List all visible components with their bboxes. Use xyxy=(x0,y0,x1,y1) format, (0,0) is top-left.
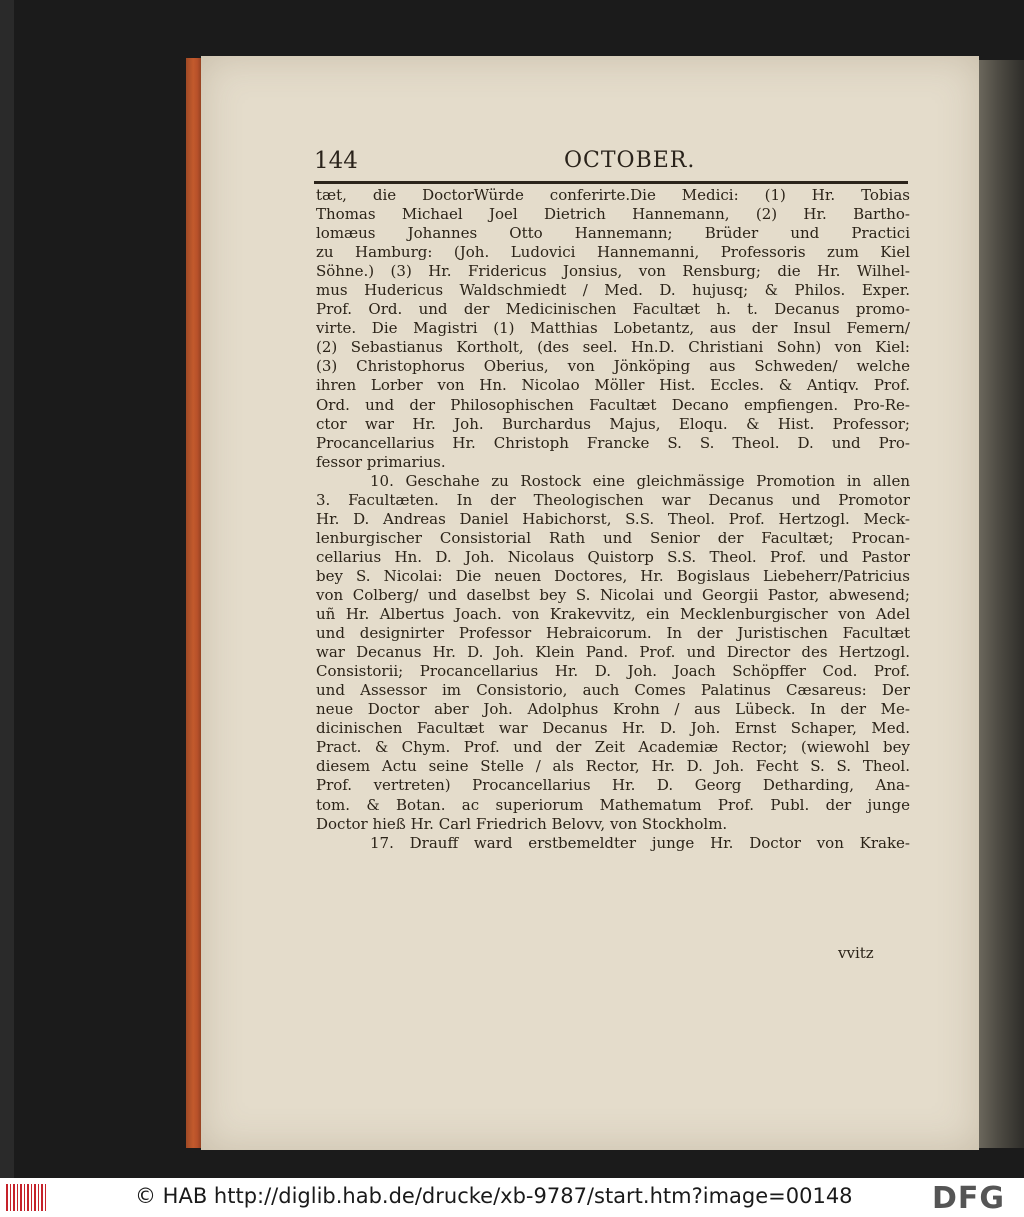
text-line: und designirter Professor Hebraicorum. In der Juristischen Facultæt xyxy=(316,624,910,643)
text-line: ctor war Hr. Joh. Burchardus Majus, Eloqu. & Hist. Professor; xyxy=(316,414,910,433)
viewer-footer xyxy=(0,1178,1024,1217)
running-head: OCTOBER. xyxy=(564,148,696,173)
text-line: (3) Christophorus Oberius, von Jönköping aus Schweden/ welche xyxy=(316,357,910,376)
viewer-background-strip xyxy=(0,0,14,1178)
text-line: 17. Drauff ward erstbemeldter junge Hr. Doctor von Krake- xyxy=(370,833,910,852)
text-line: lenburgischer Consistorial Rath und Senior der Facultæt; Procan- xyxy=(316,528,910,547)
text-line: zu Hamburg: (Joh. Ludovici Hannemanni, Professoris zum Kiel xyxy=(316,243,910,262)
text-line: tom. & Botan. ac superiorum Mathematum Prof. Publ. der junge xyxy=(316,795,910,814)
text-line: war Decanus Hr. D. Joh. Klein Pand. Prof. und Director des Hertzogl. xyxy=(316,643,910,662)
header-rule xyxy=(314,181,908,184)
text-line: Prof. Ord. und der Medicinischen Facultæt h. t. Decanus promo- xyxy=(316,300,910,319)
text-line: uñ Hr. Albertus Joach. von Krakevvitz, ein Mecklenburgischer von Adel xyxy=(316,605,910,624)
text-line: 10. Geschahe zu Rostock eine gleichmässige Promotion in allen xyxy=(370,471,910,490)
text-line: fessor primarius. xyxy=(316,452,446,471)
copyright-url[interactable]: © HAB http://diglib.hab.de/drucke/xb-9787/start.htm?image=00148 xyxy=(135,1184,853,1208)
text-line: lomæus Johannes Otto Hannemann; Brüder und Practici xyxy=(316,224,910,243)
text-line: Hr. D. Andreas Daniel Habichorst, S.S. Theol. Prof. Hertzogl. Meck- xyxy=(316,509,910,528)
page-number: 144 xyxy=(314,148,358,174)
text-line: mus Hudericus Waldschmiedt / Med. D. hujusq; & Philos. Exper. xyxy=(316,281,910,300)
barcode-icon xyxy=(6,1184,48,1211)
text-line: Ord. und der Philosophischen Facultæt Decano empfiengen. Pro-Re- xyxy=(316,395,910,414)
text-line: cellarius Hn. D. Joh. Nicolaus Quistorp S.S. Theol. Prof. und Pastor xyxy=(316,547,910,566)
text-line: Pract. & Chym. Prof. und der Zeit Academiæ Rector; (wiewohl bey xyxy=(316,738,910,757)
text-line: (2) Sebastianus Kortholt, (des seel. Hn.D. Christiani Sohn) von Kiel: xyxy=(316,338,910,357)
page-leaf-edge xyxy=(186,58,202,1148)
catchword: vvitz xyxy=(838,944,874,962)
text-line: neue Doctor aber Joh. Adolphus Krohn / aus Lübeck. In der Me- xyxy=(316,700,910,719)
text-line: Consistorii; Procancellarius Hr. D. Joh. Joach Schöpffer Cod. Prof. xyxy=(316,662,910,681)
text-line: dicinischen Facultæt war Decanus Hr. D. Joh. Ernst Schaper, Med. xyxy=(316,719,910,738)
text-line: tæt, die DoctorWürde conferirte.Die Medici: (1) Hr. Tobias xyxy=(316,186,910,204)
text-line: Prof. vertreten) Procancellarius Hr. D. Georg Detharding, Ana- xyxy=(316,776,910,795)
dfg-logo: DFG xyxy=(932,1181,1006,1216)
text-line: Thomas Michael Joel Dietrich Hannemann, (2) Hr. Bartho- xyxy=(316,205,910,224)
text-line: Procancellarius Hr. Christoph Francke S. S. Theol. D. und Pro- xyxy=(316,433,910,452)
page-header xyxy=(314,148,910,180)
page-body-text xyxy=(316,186,910,853)
text-line: von Colberg/ und daselbst bey S. Nicolai und Georgii Pastor, abwesend; xyxy=(316,585,910,604)
text-line: ihren Lorber von Hn. Nicolao Möller Hist. Eccles. & Antiqv. Prof. xyxy=(316,376,910,395)
page-gutter-shadow xyxy=(979,60,1024,1148)
text-line: bey S. Nicolai: Die neuen Doctores, Hr. Bogislaus Liebeherr/Patricius xyxy=(316,566,910,585)
text-line: 3. Facultæten. In der Theologischen war Decanus und Promotor xyxy=(316,490,910,509)
text-line: Doctor hieß Hr. Carl Friedrich Belovv, von Stockholm. xyxy=(316,814,728,833)
text-line: Söhne.) (3) Hr. Fridericus Jonsius, von Rensburg; die Hr. Wilhel- xyxy=(316,262,910,281)
text-line: virte. Die Magistri (1) Matthias Lobetantz, aus der Insul Femern/ xyxy=(316,319,910,338)
text-line: und Assessor im Consistorio, auch Comes Palatinus Cæsareus: Der xyxy=(316,681,910,700)
text-line: diesem Actu seine Stelle / als Rector, Hr. D. Joh. Fecht S. S. Theol. xyxy=(316,757,910,776)
